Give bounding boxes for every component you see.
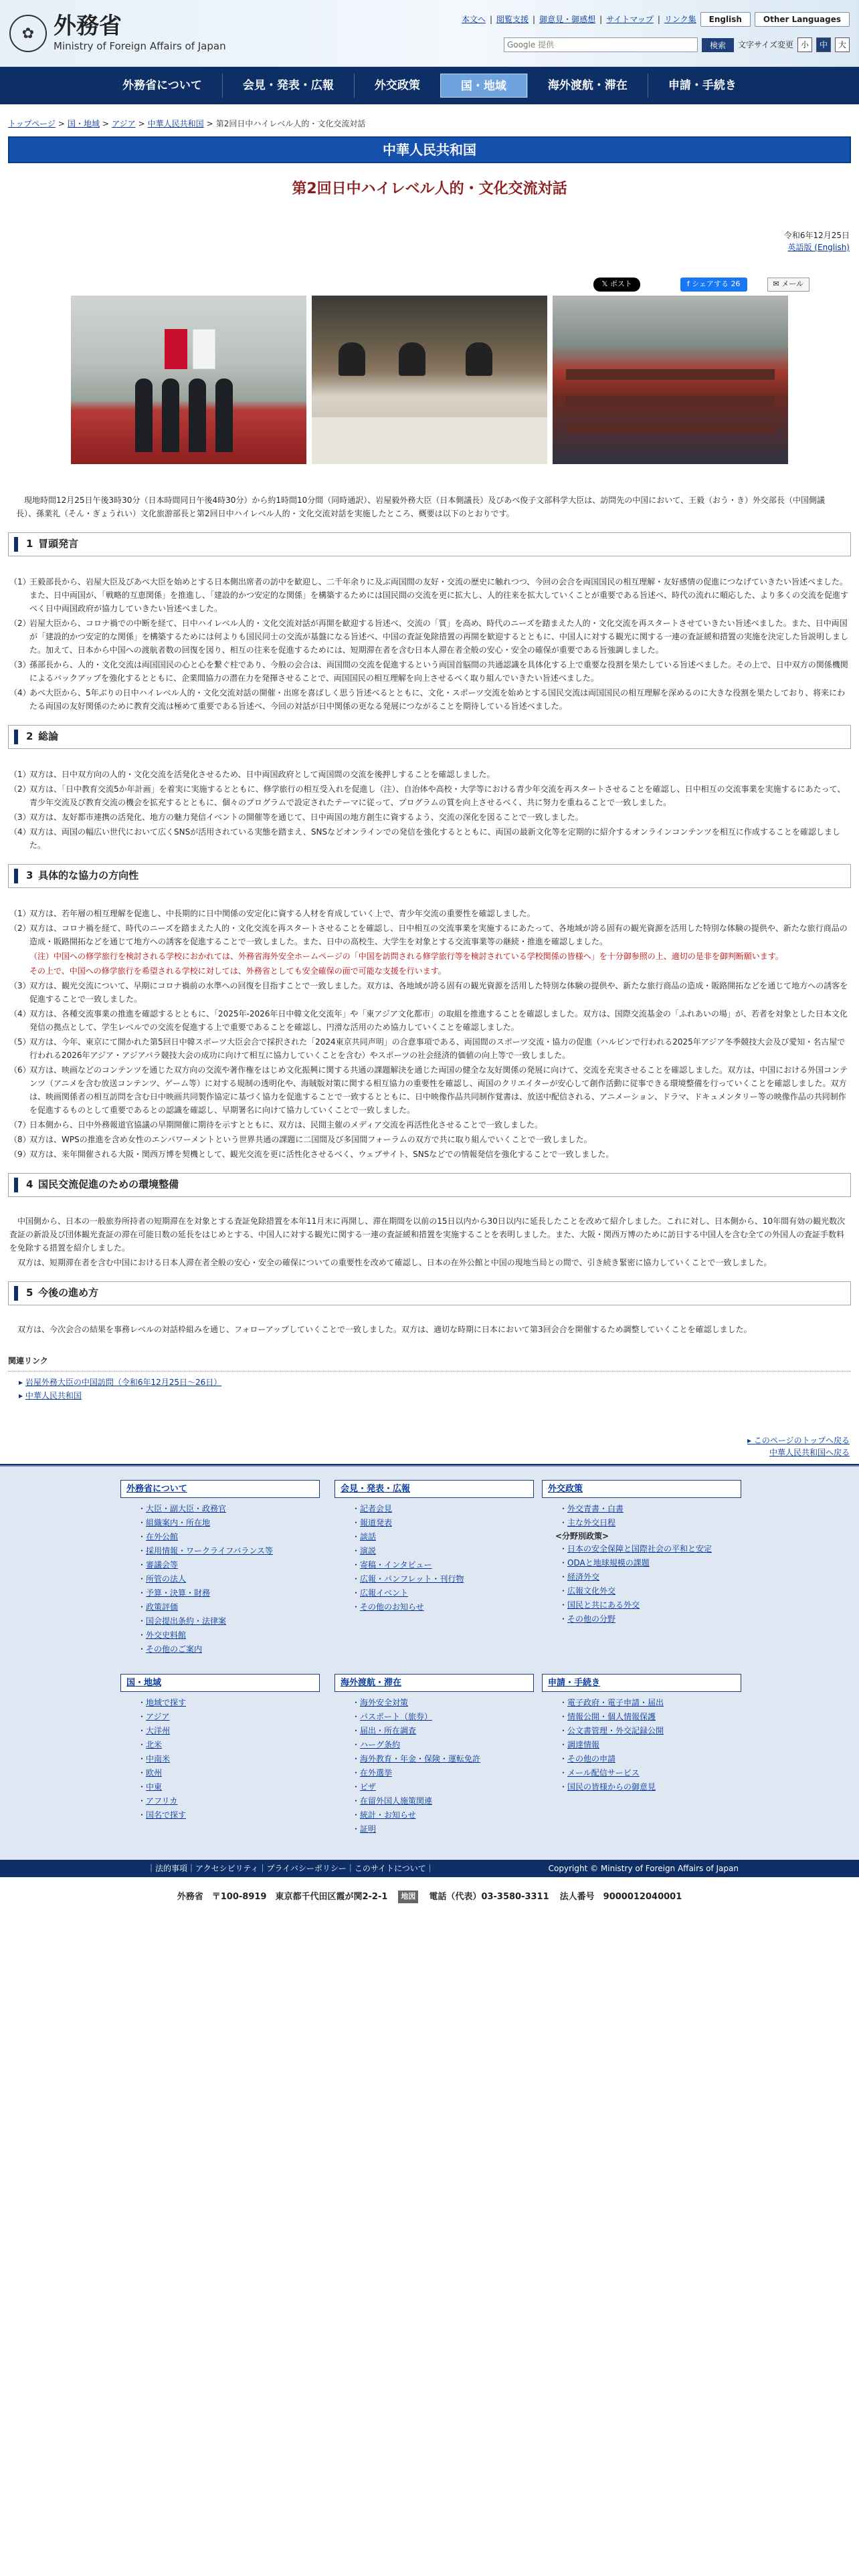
search-row: [504, 37, 850, 52]
breadcrumb-sep: >: [58, 119, 65, 128]
nav-countries[interactable]: 国・地域: [440, 74, 527, 98]
footer-link[interactable]: その他の分野: [567, 1614, 616, 1624]
footer-link[interactable]: 国名で探す: [146, 1810, 187, 1820]
nav-about[interactable]: 外務省について: [122, 79, 202, 92]
breadcrumb-china[interactable]: 中華人民共和国: [147, 119, 204, 128]
corp-number: 法人番号 9000012040001: [559, 1891, 682, 1902]
list-item: （2） 双方は、「日中教育交流5か年計画」を着実に実施するとともに、修学旅行の相互受入れを促進し（注）、自治体や高校・大学等における青少年交流を再スタートさせることを確認し、日中相互の交流事業を実施するにあたって、青少年交流及び教育交流の機会を拡充するとともに、個々のプログラムで設定されたテーマに従って、プログラムの質を向上させるべく、共に努力を重ねることで一致しました。: [9, 784, 846, 807]
footer-col-travel: [335, 1674, 534, 1837]
footer-link[interactable]: その他の申請: [567, 1754, 616, 1763]
phone-text: 電話（代表）03-3580-3311: [429, 1891, 549, 1902]
nav-applications[interactable]: 申請・手続き: [648, 74, 757, 98]
photo-gallery: [0, 296, 859, 464]
footer-link[interactable]: 在留外国人施策関連: [360, 1796, 433, 1806]
note-item: その上で、中国への修学旅行を希望される学校に対しては、外務省としても安全確保の面で可能な支援を行います。: [29, 966, 446, 976]
publish-date: 令和6年12月25日: [783, 231, 850, 240]
mail-share-button[interactable]: ✉ メール: [767, 278, 810, 292]
footer-link[interactable]: パスポート（旅券）: [360, 1712, 433, 1721]
footer-link[interactable]: アフリカ: [146, 1796, 178, 1806]
related-links: [19, 1376, 859, 1402]
section-items: [9, 768, 850, 852]
footer-link[interactable]: 寄稿・インタビュー: [360, 1560, 432, 1570]
footer-head-travel[interactable]: 海外渡航・滞在: [341, 1677, 402, 1688]
util-sep: |: [489, 15, 493, 24]
footer-link[interactable]: 大臣・副大臣・政務官: [146, 1504, 227, 1513]
list-item: （1） 王毅部長から、岩屋大臣及びあべ大臣を始めとする日本側出席者の訪中を歓迎し、二千年余りに及ぶ両国間の友好・交流の歴史に触れつつ、今回の会合を両国国民の相互理解・友好感情の促進につなげていきたい旨述べました。また、日中両国が、「戦略的互恵関係」を推進し、「建設的かつ安定的な関係」を構築するためには国民間の交流を更に拡大し、人的往来を拡大していくことが重要である旨述べ、時代の流れに順応した、より多くの交流を促進すべく日中両国政府が協力していきたい旨述べました。: [9, 576, 849, 613]
photo-meeting-table: [312, 296, 547, 464]
footer-link[interactable]: 政策評価: [146, 1602, 179, 1612]
list-item: （1） 双方は、若年層の相互理解を促進し、中長期的に日中関係の安定化に資する人材を育成していく上で、青少年交流の重要性を確認しました。: [9, 908, 535, 918]
site-logo[interactable]: [9, 13, 226, 54]
related-link-visit[interactable]: 岩屋外務大臣の中国訪問（令和6年12月25日〜26日）: [25, 1377, 222, 1387]
breadcrumb-top[interactable]: トップページ: [8, 119, 56, 128]
section-paragraph: 双方は、今次会合の結果を事務レベルの対話枠組みを通じ、フォローアップしていくことで一致しました。双方は、適切な時期に日本において第3回会合を開催するため調整していくことを確認しました。: [17, 1324, 752, 1334]
footer-link[interactable]: 大洋州: [146, 1726, 171, 1735]
section-paragraph: 双方は、短期滞在者を含む中国における日本人滞在者全般の安心・安全の確保についての重要性を改めて確認し、日本の在外公館と中国の現地当局との間で、引き続き緊密に協力していくことで一致しました。: [17, 1257, 772, 1267]
breadcrumb-sep: >: [206, 119, 213, 128]
breadcrumb-sep: >: [138, 119, 145, 128]
footer-link[interactable]: 調達情報: [567, 1740, 600, 1749]
footer-link[interactable]: 海外安全対策: [360, 1698, 409, 1707]
footer-link[interactable]: 談話: [360, 1532, 377, 1541]
address-text: 外務省 〒100-8919 東京都千代田区霞が関2-2-1: [177, 1891, 388, 1902]
footer-link[interactable]: 届出・所在調査: [360, 1726, 417, 1735]
section-number: 2: [26, 730, 33, 743]
footer-col-policy: [542, 1480, 741, 1627]
footer-link[interactable]: 統計・お知らせ: [360, 1810, 416, 1820]
util-sep: |: [657, 15, 660, 24]
footer-link[interactable]: 在外選挙: [360, 1768, 393, 1778]
list-item: （4） 双方は、両国の幅広い世代において広くSNSが活用されている実態を踏まえ、SNSなどオンラインでの発信を強化するとともに、両国の最新文化等を定期的に紹介するオンラインコンテンツを相互に作成することを確認しました。: [9, 827, 840, 850]
back-to-china-link[interactable]: 中華人民共和国へ戻る: [769, 1447, 850, 1457]
share-buttons: [0, 278, 809, 292]
util-link-links[interactable]: リンク集: [664, 15, 696, 24]
footer-link[interactable]: ハーグ条約: [360, 1740, 401, 1749]
back-to-top-link[interactable]: ▸ このページのトップへ戻る: [747, 1435, 850, 1445]
breadcrumb-region[interactable]: 国・地域: [67, 119, 100, 128]
footer-link[interactable]: 記者会見: [360, 1504, 393, 1513]
footer-head-countries[interactable]: 国・地域: [126, 1677, 162, 1688]
footer-head-press[interactable]: 会見・発表・広報: [341, 1483, 411, 1494]
footer-link[interactable]: ビザ: [360, 1782, 377, 1792]
breadcrumb-current: 第2回日中ハイレベル人的・文化交流対話: [215, 119, 366, 128]
list-item: （2） 双方は、コロナ禍を経て、時代のニーズを踏まえた人的・文化交流を再スタートさせることを確認し、日中相互の交流事業を実施するにあたって、各地域が誇る固有の観光資源を活用した特別な体験の提供や、新たな旅行商品の造成・販路開拓などを通じて地方への誘客を促進することで一致しました。また、日中の高校生、大学生を対象とする交流事業等の継続・推進を確認しました。: [9, 923, 848, 946]
page-title: 第2回日中ハイレベル人的・文化交流対話: [292, 181, 567, 197]
footer-link[interactable]: 演説: [360, 1546, 377, 1555]
list-item: （6） 双方は、映画などのコンテンツを通じた双方向の交流や著作権をはじめ文化振興に関する共通の課題解決を通じた両国の健全な友好関係の発展に向けて、交流を充実させることを確認しました。双方は、中国における外国コンテンツ（アニメを含む放送コンテンツ、ゲーム等）に対する規制の透明化や、海賊版対策に関する相互協力の重要性を確認し、両国のクリエイターが安心して創作活動に従事できる環境整備を行っていくことを確認しました。双方は、映画関係者の相互訪問を含む日中映画共同製作協定に基づく協力を促進することで一致するとともに、日中映像作品共同制作覚書は、放送中配信される、アニメーション、ドラマ、ドキュメンタリー等の映像作品の共同制作を促進するものとして重要であるとの認識を確認し、早期署名に向けて協力していくことで一致しました。: [9, 1065, 848, 1115]
section-heading: [8, 532, 851, 556]
nav-press[interactable]: 会見・発表・広報: [222, 74, 354, 98]
region-banner: 中華人民共和国: [8, 136, 851, 163]
section-heading: [8, 725, 851, 749]
emblem-icon: ✿: [9, 15, 47, 52]
footer-link[interactable]: 外交史料館: [146, 1630, 187, 1640]
footer-bar: [0, 1860, 859, 1877]
intro-paragraph: 現地時間12月25日午後3時30分（日本時間同日午後4時30分）から約1時間10分間（同時通訳）、岩屋毅外務大臣（日本側議長）及びあべ俊子文部科学大臣は、訪問先の中国において、王毅（おう・き）外交部長（中国側議長）、孫業礼（そん・ぎょうれい）文化旅游部長と第2回日中ハイレベル人的・文化交流対話を実施したところ、概要は以下のとおりです。: [16, 495, 826, 518]
section-title: 冒頭発言: [38, 538, 79, 550]
util-link-accessibility[interactable]: 閲覧支援: [496, 15, 529, 24]
footer-link[interactable]: アジア: [146, 1712, 170, 1721]
footer-link[interactable]: 広報文化外交: [567, 1586, 616, 1596]
footer-link[interactable]: 主な外交日程: [567, 1518, 616, 1527]
footer-link[interactable]: 公文書管理・外交記録公開: [567, 1726, 664, 1735]
footer-link[interactable]: 在外公館: [146, 1532, 179, 1541]
english-version-link[interactable]: 英語版 (English): [787, 243, 850, 252]
util-link-feedback[interactable]: 御意見・御感想: [539, 15, 596, 24]
footer-link[interactable]: 海外教育・年金・保険・運転免許: [360, 1754, 481, 1763]
footer-link[interactable]: 予算・決算・財務: [146, 1588, 211, 1598]
footer-subhead: <分野別政策>: [555, 1531, 609, 1541]
footer-link[interactable]: 報道発表: [360, 1518, 393, 1527]
footer-link[interactable]: 証明: [360, 1824, 377, 1834]
footer-link[interactable]: 中東: [146, 1782, 163, 1792]
related-link-china[interactable]: 中華人民共和国: [25, 1390, 82, 1400]
font-size-small-button[interactable]: 小: [797, 37, 812, 52]
footer-link[interactable]: 所管の法人: [146, 1574, 187, 1584]
footer-link[interactable]: 広報イベント: [360, 1588, 409, 1598]
list-item: （9） 双方は、来年開催される大阪・関西万博を契機として、観光交流を更に活性化させるべく、ウェブサイト、SNSなどでの情報発信を強化することで一致しました。: [9, 1149, 614, 1159]
footer-sitemap: [0, 1465, 859, 1860]
util-sep: |: [533, 15, 536, 24]
font-size-large-button[interactable]: 大: [835, 37, 850, 52]
footer-link[interactable]: 国民と共にある外交: [567, 1600, 640, 1610]
footer-head-applications[interactable]: 申請・手続き: [548, 1677, 601, 1688]
footer-link[interactable]: メール配信サービス: [567, 1768, 640, 1778]
photo-handshake: [71, 296, 306, 464]
section-items: [9, 575, 850, 713]
china-flag-icon: [165, 329, 187, 369]
footer-link[interactable]: 中南米: [146, 1754, 171, 1763]
footer-address: [0, 1877, 859, 1917]
nav-policy[interactable]: 外交政策: [354, 74, 440, 98]
photo-conference-room: [553, 296, 788, 464]
section-number: 4: [26, 1178, 33, 1191]
list-item: （5） 双方は、今年、東京にて開かれた第5回日中韓スポーツ大臣会合で採択された「2024東京共同声明」の合意事項である、両国間のスポーツ交流・協力の促進（ハルビンで行われる2025年アジア冬季競技大会及び愛知・名古屋で行われる2026年アジア・アジアパラ競技大会の成功に向けて相互に協力していくことを含む）やスポーツの社会経済的価値の向上等で一致しました。: [9, 1037, 846, 1060]
footer-link[interactable]: 北米: [146, 1740, 163, 1749]
list-item: （3） 孫部長から、人的・文化交流は両国国民の心と心を繋ぐ柱であり、今般の会合は、両国間の交流を促進するという両国首脳間の共通認識を具体化する上で重要な役割を果たしている旨述べました。その上で、日中双方の関係機関によるバックアップを強化するとともに、企業間協力の潜在力を発揮させることで、両国国民の相互理解を向上させるべく取り組んでいきたい旨述べました。: [9, 659, 848, 683]
footer-link[interactable]: 日本の安全保障と国際社会の平和と安定: [567, 1544, 712, 1553]
list-item: （7） 日本側から、日中外務報道官協議の早期開催に期待を示すとともに、双方は、民間主催のメディア交流を再活性化させることで一致しました。: [9, 1119, 543, 1130]
util-link-sitemap[interactable]: サイトマップ: [606, 15, 654, 24]
util-sep: |: [599, 15, 603, 24]
list-item: （3） 双方は、友好都市連携の活発化、地方の魅力発信イベントの開催等を通じて、日中両国の地方創生に資するよう、交流の深化を図ることで一致しました。: [9, 812, 583, 822]
search-input[interactable]: [504, 37, 698, 52]
footer-link[interactable]: 審議会等: [146, 1560, 179, 1570]
footer-link[interactable]: その他のお知らせ: [360, 1602, 424, 1612]
other-languages-button[interactable]: Other Languages: [755, 12, 850, 27]
footer-link[interactable]: 国民の皆様からの御意見: [567, 1782, 656, 1792]
logo-title-jp: 外務省: [54, 13, 122, 39]
list-item: （8） 双方は、WPSの推進を含め女性のエンパワーメントという世界共通の課題に二国間及び多国間フォーラムの双方で共に取り組んでいくことで一致しました。: [9, 1134, 592, 1144]
footer-head-policy[interactable]: 外交政策: [548, 1483, 583, 1494]
breadcrumb-sep: >: [102, 119, 110, 128]
footer-legal-links[interactable]: ｜法的事項｜アクセシビリティ｜プライバシーポリシー｜このサイトについて｜: [147, 1863, 434, 1873]
section-items: [9, 907, 850, 1161]
list-item: （4） 双方は、各種交流事業の推進を確認するとともに、「2025年-2026年日中韓文化交流年」や「東アジア文化都市」の取組を推進することを確認しました。双方は、国際交流基金の「ふれあいの場」が、若者を対象とした日本文化発信の拠点として、学生レベルでの交流を促進する上で重要であることを確認し、円滑な活用のため協力していくことを確認しました。: [9, 1008, 848, 1032]
util-link-main[interactable]: 本文へ: [461, 15, 486, 24]
list-item: （2） 岩屋大臣から、コロナ禍での中断を経て、日中ハイレベル人的・文化交流対話が再開を歓迎する旨述べ、交流の「質」を高め、時代のニーズを踏まえた人的・文化交流を再スタートさせていきたい旨述べました。また、日中両国が「建設的かつ安定的な関係」を構築するためには何よりも国民同士の交流が基盤になる旨述べ、中国の査証免除措置の再開を歓迎するとともに、中国人に対する観光に関する一連の査証緩和措置の実施を決定した旨説明しました。加えて、日本から中国への渡航者数の回復を図り、相互の往来を促進するためには、短期滞在者を含む日本人滞在者全般の安心・安全の確保が重要である旨強調しました。: [9, 618, 849, 655]
breadcrumb-asia[interactable]: アジア: [112, 119, 136, 128]
footer-col-press: [335, 1480, 534, 1615]
nav-travel[interactable]: 海外渡航・滞在: [527, 74, 648, 98]
section-number: 5: [26, 1287, 33, 1299]
footer-link[interactable]: 組織案内・所在地: [146, 1518, 211, 1527]
list-item: （1） 双方は、日中双方向の人的・文化交流を活発化させるため、日中両国政府として両国間の交流を後押しすることを確認しました。: [9, 769, 495, 779]
section-paragraph: 中国側から、日本の一般旅券所持者の短期滞在を対象とする査証免除措置を本年11月末に再開し、滞在期間を以前の15日以内から30日以内に延長したことを改めて紹介しました。これに対し、日本側から、10年間有効の観光数次査証の新設及び団体観光査証の滞在可能日数の延長をはじめとする、中国人に対する観光に関する一連の査証緩和措置を実施することを表明しました。また、大阪・関西万博のために訪日する中国人を含む全ての外国人の査証手数料を免除する措置を紹介しました。: [9, 1216, 846, 1253]
section-title: 今後の進め方: [38, 1287, 99, 1299]
list-item: （4） あべ大臣から、5年ぶりの日中ハイレベル人的・文化交流対話の開催・出席を喜ばしく思う旨述べるとともに、文化・スポーツ交流を始めとする国民交流は両国国民の相互理解を深めるのに大きな役割を果たしており、将来にわたる両国の友好関係のために教育交流は極めて重要である旨述べ、今回の対話が日中関係の更なる発展につながることを期待している旨述べました。: [9, 687, 846, 711]
section-heading: [8, 1281, 851, 1305]
footer-link[interactable]: ODAと地球規模の課題: [567, 1558, 650, 1568]
list-item: （3） 双方は、観光交流について、早期にコロナ禍前の水準への回復を目指すことで一致しました。双方は、各地域が誇る固有の観光資源を活用した特別な体験の提供や、新たな旅行商品の造成・販路開拓などを通じて地方への誘客を促進することで一致しました。: [9, 980, 848, 1004]
font-size-medium-button[interactable]: 中: [816, 37, 831, 52]
footer-link[interactable]: 地域で探す: [146, 1698, 187, 1707]
site-header: [0, 0, 859, 67]
utility-links: [462, 12, 850, 27]
facebook-share-button[interactable]: f シェアする 26: [680, 278, 747, 292]
map-link[interactable]: 地図: [398, 1891, 418, 1903]
breadcrumb: [0, 104, 859, 136]
section-heading: [8, 864, 851, 888]
search-button[interactable]: 検索: [702, 38, 734, 52]
copyright: Copyright © Ministry of Foreign Affairs of Japan: [548, 1863, 739, 1873]
section-number: 3: [26, 869, 33, 882]
footer-col-about: [120, 1480, 320, 1657]
section-title: 国民交流促進のための環境整備: [38, 1178, 179, 1191]
japan-flag-icon: [193, 329, 215, 369]
footer-link[interactable]: 広報・パンフレット・刊行物: [360, 1574, 464, 1584]
section-heading: [8, 1173, 851, 1197]
footer-link[interactable]: 欧州: [146, 1768, 163, 1778]
footer-link[interactable]: 外交青書・白書: [567, 1504, 624, 1513]
section-title: 総論: [38, 730, 59, 743]
related-links-title: 関連リンク: [8, 1356, 48, 1366]
page-top-links: [0, 1434, 850, 1459]
footer-link[interactable]: 電子政府・電子申請・届出: [567, 1698, 664, 1707]
footer-link[interactable]: 情報公開・個人情報保護: [567, 1712, 656, 1721]
footer-link[interactable]: 採用情報・ワークライフバランス等: [146, 1546, 273, 1555]
note-item[interactable]: （注）中国への修学旅行を検討される学校におかれては、外務省海外安全ホームページの「中国を訪問される修学旅行等を検討されている学校関係の皆様へ」を十分御参照の上、適切の是非を御判断願います。: [29, 951, 783, 961]
logo-title-en: Ministry of Foreign Affairs of Japan: [54, 40, 226, 52]
footer-col-countries: [120, 1674, 320, 1823]
footer-link[interactable]: 国会提出条約・法律案: [146, 1616, 227, 1626]
footer-head-about[interactable]: 外務省について: [126, 1483, 187, 1494]
english-button[interactable]: English: [700, 12, 751, 27]
x-post-button[interactable]: 𝕏 ポスト: [593, 278, 640, 292]
section-title: 具体的な協力の方向性: [38, 869, 139, 882]
footer-col-applications: [542, 1674, 741, 1795]
footer-link[interactable]: 経済外交: [567, 1572, 600, 1582]
main-navigation: [0, 67, 859, 104]
font-size-label: 文字サイズ変更: [737, 40, 793, 49]
footer-link[interactable]: その他のご案内: [146, 1644, 203, 1654]
section-number: 1: [26, 538, 33, 550]
